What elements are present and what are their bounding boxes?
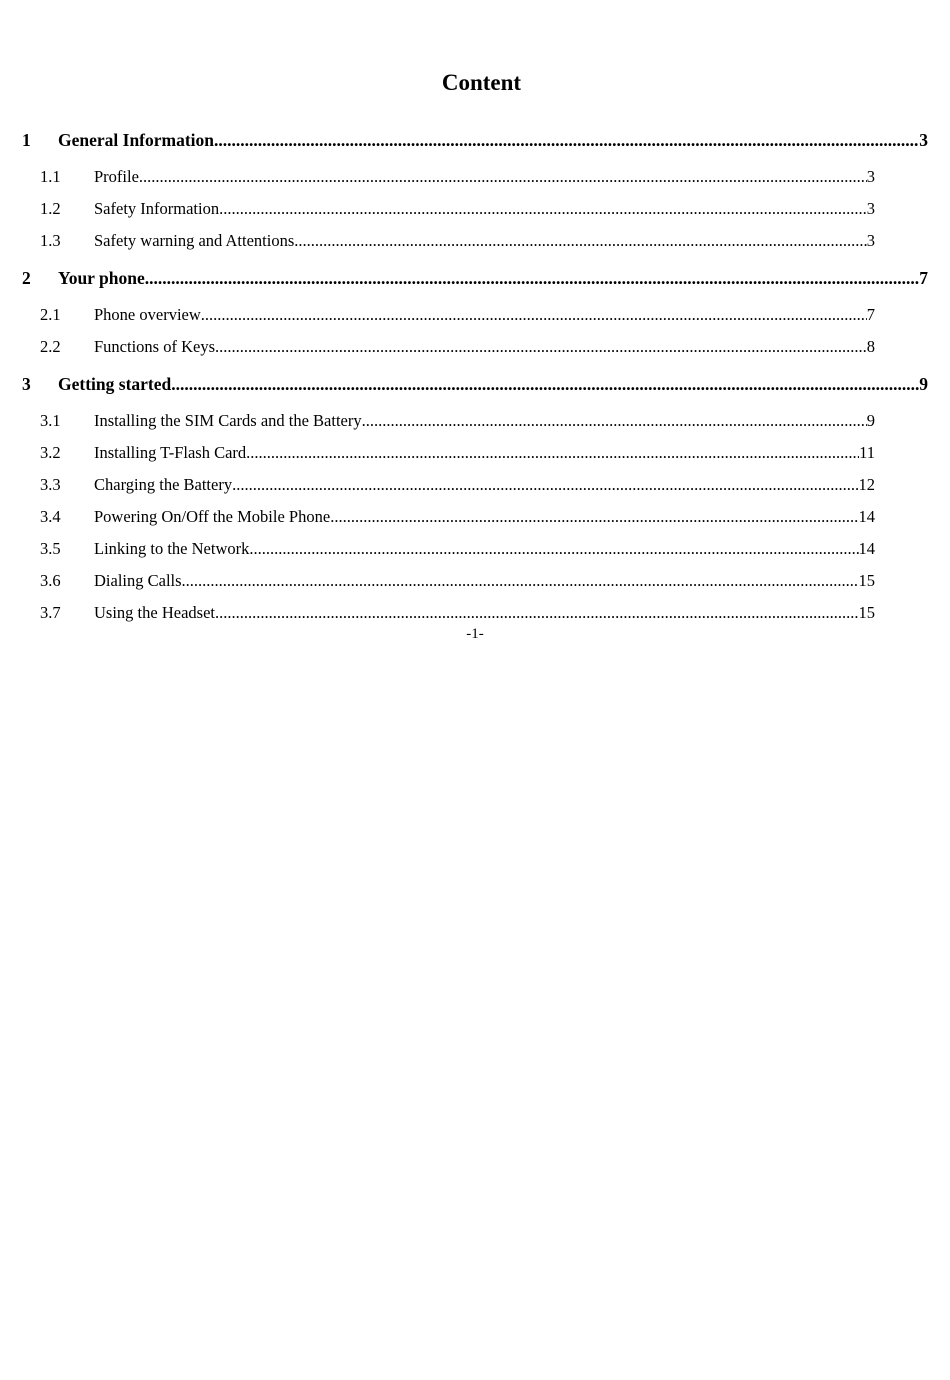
toc-label: Installing T-Flash Card: [94, 443, 247, 462]
toc-subsection[interactable]: [0, 597, 875, 629]
toc-leader: [232, 469, 858, 501]
toc-leader: [249, 533, 858, 565]
page-title: Content: [441, 70, 522, 95]
toc-page: 7: [919, 268, 928, 288]
toc-number: 1.3: [40, 231, 61, 250]
toc-label: Functions of Keys: [94, 337, 215, 356]
toc-leader: [145, 262, 920, 294]
toc-section[interactable]: [0, 124, 928, 156]
toc-page: 3: [866, 167, 875, 186]
toc-section[interactable]: [0, 262, 928, 294]
toc-label: Powering On/Off the Mobile Phone: [94, 507, 331, 526]
toc-subsection[interactable]: [0, 331, 875, 363]
toc-section[interactable]: [0, 368, 928, 400]
toc-number: 1.1: [40, 167, 61, 186]
toc-leader: [214, 124, 919, 156]
toc-number: 3.3: [40, 475, 61, 494]
toc-subsection[interactable]: [0, 565, 875, 597]
toc-number: 1: [22, 130, 31, 150]
toc-page: 14: [858, 539, 875, 558]
toc-leader: [215, 597, 859, 629]
toc-leader: [246, 437, 859, 469]
toc-label: Your phone: [58, 268, 145, 288]
toc-number: 2.2: [40, 337, 61, 356]
toc-number: 1.2: [40, 199, 61, 218]
toc-label: Using the Headset: [94, 603, 215, 622]
toc-number: 3.4: [40, 507, 61, 526]
toc-label: Charging the Battery: [94, 475, 233, 494]
toc-leader: [294, 225, 866, 257]
toc-page: 3: [919, 130, 928, 150]
toc-leader: [219, 193, 867, 225]
toc-subsection[interactable]: [0, 533, 875, 565]
toc-label: Safety warning and Attentions: [94, 231, 295, 250]
toc-leader: [362, 405, 867, 437]
toc-label: Safety Information: [94, 199, 220, 218]
toc-subsection[interactable]: [0, 405, 875, 437]
toc-page: 3: [866, 231, 875, 250]
toc-leader: [215, 331, 867, 363]
toc-subsection[interactable]: [0, 161, 875, 193]
toc-page: 12: [858, 475, 875, 494]
toc-number: 3.5: [40, 539, 61, 558]
toc-page: 11: [859, 443, 875, 462]
toc-subsection[interactable]: [0, 225, 875, 257]
toc-label: Phone overview: [94, 305, 201, 324]
toc-subsection[interactable]: [0, 469, 875, 501]
page-number: -1-: [466, 626, 484, 642]
toc-label: Installing the SIM Cards and the Battery: [94, 411, 362, 430]
toc-page: 14: [858, 507, 875, 526]
toc-label: General Information: [58, 130, 215, 150]
toc-leader: [330, 501, 858, 533]
toc-subsection[interactable]: [0, 437, 875, 469]
toc-label: Linking to the Network: [94, 539, 250, 558]
toc-number: 3.2: [40, 443, 61, 462]
toc-page: 15: [858, 603, 875, 622]
toc-leader: [182, 565, 859, 597]
toc-page: 8: [866, 337, 875, 356]
toc-subsection[interactable]: [0, 193, 875, 225]
toc-page: 3: [866, 199, 875, 218]
toc-subsection[interactable]: [0, 501, 875, 533]
toc-label: Dialing Calls: [94, 571, 182, 590]
toc-number: 3.6: [40, 571, 61, 590]
toc-page: 9: [866, 411, 875, 430]
toc-number: 3: [22, 374, 31, 394]
table-of-contents: [0, 119, 950, 629]
toc-leader: [171, 368, 919, 400]
toc-page: 9: [919, 374, 928, 394]
toc-number: 3.7: [40, 603, 61, 622]
toc-subsection[interactable]: [0, 299, 875, 331]
toc-number: 2: [22, 268, 31, 288]
toc-label: Getting started: [58, 374, 172, 394]
toc-leader: [139, 161, 867, 193]
toc-page: 15: [858, 571, 875, 590]
toc-leader: [201, 299, 867, 331]
toc-number: 2.1: [40, 305, 61, 324]
toc-page: 7: [866, 305, 875, 324]
toc-label: Profile: [94, 167, 139, 186]
toc-number: 3.1: [40, 411, 61, 430]
